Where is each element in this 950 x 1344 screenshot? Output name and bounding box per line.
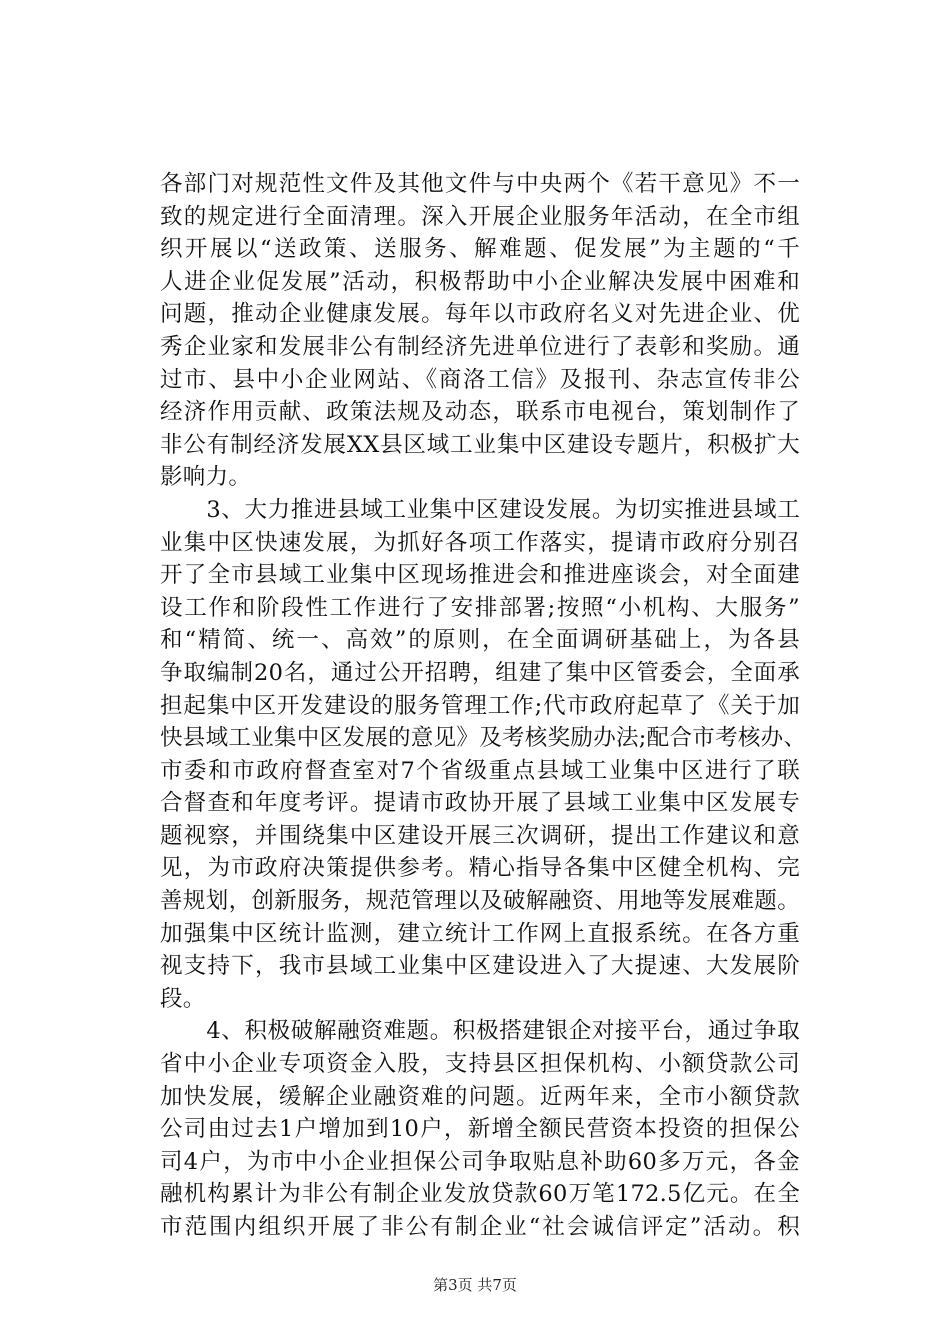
text-line: 致的规定进行全面清理。深入开展企业服务年活动，在全市组: [160, 203, 800, 230]
text-line: 秀企业家和发展非公有制经济先进单位进行了表彰和奖励。通: [160, 333, 800, 360]
text-line: 设工作和阶段性工作进行了安排部署;按照“小机构、大服务”: [160, 594, 800, 621]
text-line: 争取编制20名，通过公开招聘，组建了集中区管委会，全面承: [160, 659, 800, 686]
text-line: 公司由过去1户增加到10户，新增全额民营资本投资的担保公: [160, 1116, 800, 1143]
text-line: 各部门对规范性文件及其他文件与中央两个《若干意见》不一: [160, 171, 800, 197]
document-body: [160, 168, 807, 1244]
text-line: 担起集中区开发建设的服务管理工作;代市政府起草了《关于加: [160, 692, 800, 719]
text-line: 影响力。: [160, 464, 252, 491]
text-line: 司4户，为市中小企业担保公司争取贴息补助60多万元，各金: [160, 1148, 800, 1175]
text-line: 人进企业促发展”活动，积极帮助中小企业解决发展中困难和: [160, 268, 800, 295]
text-line: 合督查和年度考评。提请市政协开展了县域工业集中区发展专: [160, 790, 800, 817]
text-line: 视支持下，我市县域工业集中区建设进入了大提速、大发展阶: [160, 953, 800, 980]
text-line: 快县域工业集中区发展的意见》及考核奖励办法;配合市考核办、: [160, 725, 807, 752]
text-line: 经济作用贡献、政策法规及动态，联系市电视台，策划制作了: [160, 399, 800, 426]
text-line: 开了全市县域工业集中区现场推进会和推进座谈会，对全面建: [160, 562, 800, 589]
text-line: 段。: [160, 985, 206, 1012]
text-line: 市范围内组织开展了非公有制企业“社会诚信评定”活动。积: [160, 1214, 800, 1240]
text-line: 融机构累计为非公有制企业发放贷款60万笔172.5亿元。在全: [160, 1181, 800, 1208]
text-line: 过市、县中小企业网站、《商洛工信》及报刊、杂志宣传非公: [160, 366, 800, 393]
text-line: 织开展以“送政策、送服务、解难题、促发展”为主题的“千: [160, 236, 800, 263]
text-line: 加快发展，缓解企业融资难的问题。近两年来，全市小额贷款: [160, 1083, 800, 1110]
text-line: 4、积极破解融资难题。积极搭建银企对接平台，通过争取: [160, 1018, 800, 1045]
text-line: 加强集中区统计监测，建立统计工作网上直报系统。在各方重: [160, 920, 800, 947]
page-footer: [0, 1275, 950, 1295]
text-line: 和“精简、统一、高效”的原则，在全面调研基础上，为各县: [160, 627, 800, 654]
text-line: 市委和市政府督查室对7个省级重点县域工业集中区进行了联: [160, 757, 800, 784]
page-number-label: 第3页 共7页: [433, 1276, 517, 1294]
text-line: 题视察，并围绕集中区建设开展三次调研，提出工作建议和意: [160, 822, 800, 849]
text-line: 3、大力推进县域工业集中区建设发展。为切实推进县域工: [160, 496, 800, 523]
text-line: 省中小企业专项资金入股，支持县区担保机构、小额贷款公司: [160, 1051, 800, 1078]
text-line: 善规划，创新服务，规范管理以及破解融资、用地等发展难题。: [160, 888, 800, 915]
text-line: 业集中区快速发展，为抓好各项工作落实，提请市政府分别召: [160, 529, 800, 556]
text-line: 见，为市政府决策提供参考。精心指导各集中区健全机构、完: [160, 855, 800, 882]
text-line: 问题，推动企业健康发展。每年以市政府名义对先进企业、优: [160, 301, 800, 328]
text-line: 非公有制经济发展XX县区域工业集中区建设专题片，积极扩大: [160, 431, 800, 458]
